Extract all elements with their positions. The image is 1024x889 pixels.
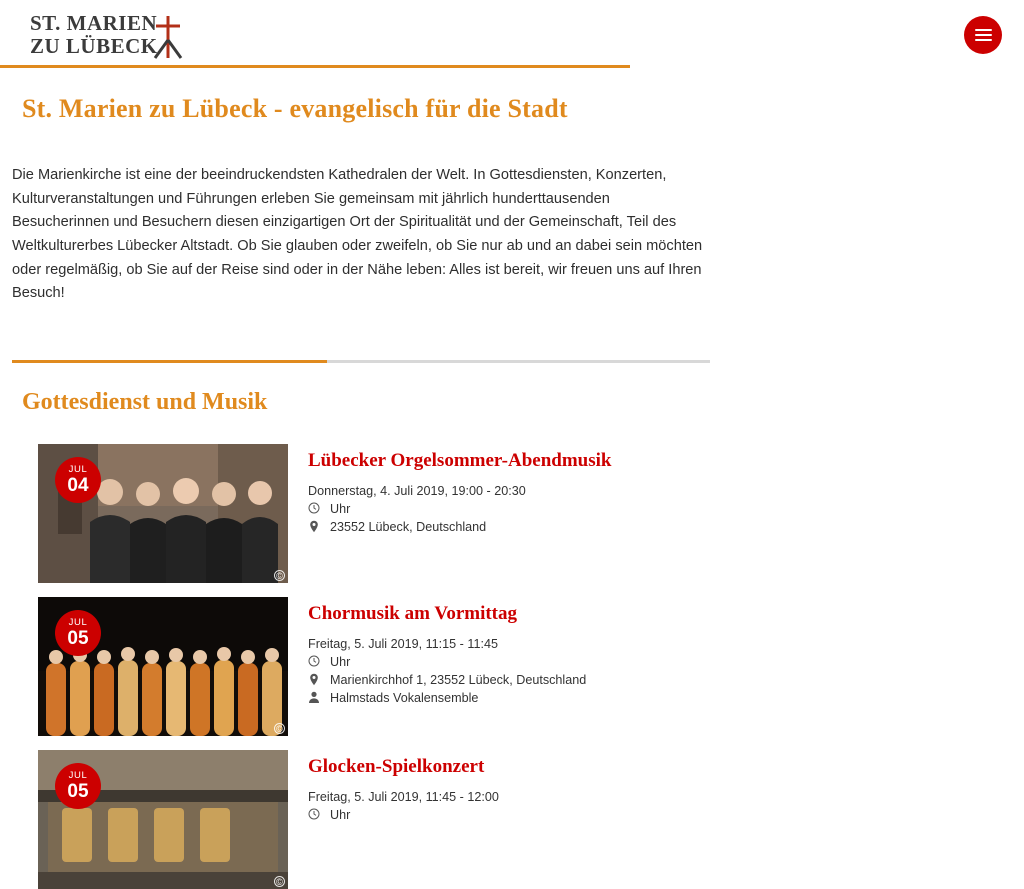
section-title: Gottesdienst und Musik: [22, 388, 268, 415]
event-location-label: Marienkirchhof 1, 23552 Lübeck, Deutschland: [330, 673, 587, 688]
events-list: [0, 444, 710, 889]
event-time-suffix-label: Uhr: [330, 654, 351, 669]
event-body: [288, 597, 708, 736]
event-date-badge: [55, 457, 101, 503]
event-image[interactable]: [38, 444, 288, 583]
list-item[interactable]: [38, 750, 710, 889]
event-image[interactable]: [38, 750, 288, 889]
event-time-suffix: [308, 654, 708, 670]
clock-icon: [308, 655, 322, 669]
map-pin-icon: [308, 673, 322, 687]
site-header: [0, 0, 630, 68]
event-location-label: 23552 Lübeck, Deutschland: [330, 520, 487, 535]
event-month: JUL: [68, 769, 88, 781]
event-title-link[interactable]: Lübecker Orgelsommer-Abendmusik: [308, 449, 612, 471]
clock-icon: [308, 502, 322, 516]
event-date-badge: [55, 763, 101, 809]
event-time-suffix-label: Uhr: [330, 807, 351, 822]
event-month: JUL: [68, 463, 88, 475]
logo-line-1: ST. MARIEN: [30, 11, 158, 35]
list-item[interactable]: [38, 597, 710, 736]
copyright-icon: ©: [274, 570, 285, 581]
event-performer-label: Halmstads Vokalensemble: [330, 691, 479, 706]
copyright-icon: ©: [274, 723, 285, 734]
clock-icon: [308, 808, 322, 822]
person-icon: [308, 691, 322, 705]
event-datetime: Freitag, 5. Juli 2019, 11:15 - 11:45: [308, 636, 498, 651]
event-title-link[interactable]: Chormusik am Vormittag: [308, 602, 518, 624]
event-image[interactable]: [38, 597, 288, 736]
intro-paragraph: Die Marienkirche ist eine der beeindruckendsten Kathedralen der Welt. In Gottesdiensten, Konzerten, Kulturveranstaltungen und Führungen erleben Sie gemeinsam mit jährlich hunderttausenden Besucherinnen und Besuchern diesen einzigartigen Ort der Spiritualität und der Gemeinschaft, Teil des Weltkulturerbes Lübecker Altstadt. Ob Sie glauben oder zweifeln, ob Sie nur ab und an dabei sein möchten oder regelmäßig, ob Sie auf der Reise sind oder in der Nähe leben: Alles ist bereit, wir freuen uns auf Ihren Besuch!: [12, 167, 703, 302]
event-performer: [308, 690, 708, 706]
main-content: [0, 94, 710, 889]
event-location: [308, 672, 708, 688]
event-body: [288, 750, 708, 889]
event-datetime: Freitag, 5. Juli 2019, 11:45 - 12:00: [308, 789, 499, 804]
event-time-suffix: [308, 807, 708, 823]
event-time-suffix: [308, 501, 708, 517]
cross-icon: [146, 14, 186, 60]
site-logo[interactable]: [30, 12, 190, 60]
event-day: 05: [67, 628, 89, 650]
event-time-suffix-label: Uhr: [330, 501, 351, 516]
event-title-link[interactable]: Glocken-Spielkonzert: [308, 755, 485, 777]
event-body: [288, 444, 708, 583]
divider-accent: [12, 360, 327, 363]
list-item[interactable]: [38, 444, 710, 583]
event-location: [308, 519, 708, 535]
page-title: St. Marien zu Lübeck - evangelisch für die Stadt: [22, 94, 568, 123]
logo-line-2: ZU LÜBECK: [30, 33, 158, 58]
hamburger-icon: [975, 26, 992, 44]
event-month: JUL: [68, 616, 88, 628]
map-pin-icon: [308, 520, 322, 534]
menu-toggle-button[interactable]: [964, 16, 1002, 54]
event-day: 04: [67, 475, 89, 497]
event-day: 05: [67, 781, 89, 803]
section-divider: [12, 360, 710, 363]
event-date-badge: [55, 610, 101, 656]
event-datetime: Donnerstag, 4. Juli 2019, 19:00 - 20:30: [308, 483, 526, 498]
copyright-icon: ©: [274, 876, 285, 887]
